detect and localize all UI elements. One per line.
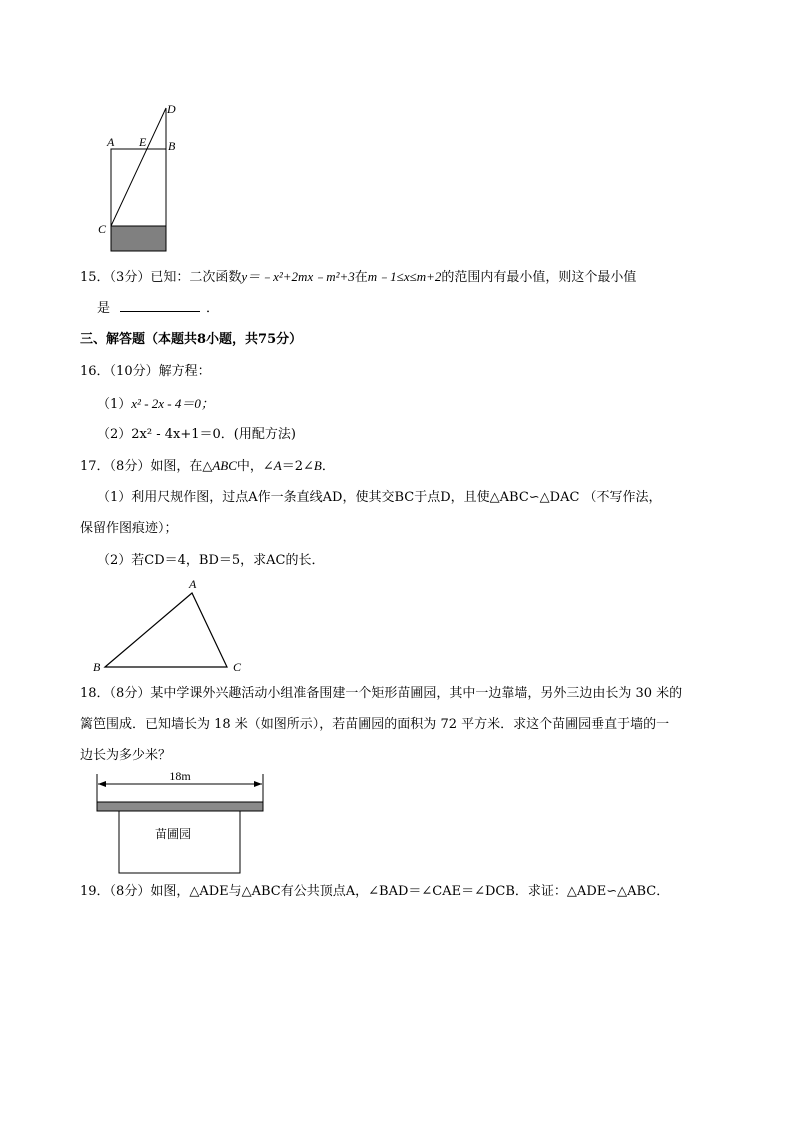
q17-text-4: ．: [321, 459, 335, 474]
rectangle-figure: [95, 100, 185, 255]
question-number: 19．: [80, 884, 110, 899]
label-a: A: [189, 577, 197, 591]
wall-length-label: 18m: [169, 769, 191, 783]
label-c: C: [98, 222, 107, 236]
question-16: [80, 364, 211, 380]
shaded-region: [111, 226, 166, 251]
q16-part-1: [97, 396, 214, 413]
q16-part-2: [97, 427, 296, 443]
q15-range: m﹣1≤x≤m+2: [367, 269, 442, 284]
question-number: 16．: [80, 364, 110, 379]
q15-text-3: 的范围内有最小值，则这个最小值: [441, 270, 637, 285]
score: （3分）: [109, 270, 151, 285]
part-label: （2）: [97, 427, 132, 442]
q15-equation: y＝﹣x²+2mx﹣m²+3: [241, 269, 355, 284]
triangle-figure: [88, 574, 248, 676]
arrow-left-icon: [98, 781, 106, 787]
q17-text-1: 如图，在△: [150, 459, 213, 474]
part-label: （1）: [97, 397, 132, 412]
answer-blank[interactable]: [120, 301, 200, 312]
question-17: [80, 458, 335, 475]
q15-text-1: 已知：二次函数: [150, 270, 242, 285]
q19-text: 如图，△ADE与△ABC有公共顶点A，∠BAD＝∠CAE＝∠DCB．求证：△ADE∽△ABC．: [150, 884, 670, 899]
q16-equation-2: 2x² - 4x+1＝0．(用配方法): [131, 427, 296, 442]
question-15-cont: [97, 301, 219, 317]
q18-line-1: 某中学课外兴趣活动小组准备围建一个矩形苗圃园，其中一边靠墙，另外三边由长为 30 米的: [150, 686, 683, 701]
question-15: [80, 269, 636, 286]
label-d: D: [167, 102, 176, 116]
q16-text: 解方程：: [158, 364, 211, 379]
score: （8分）: [109, 686, 151, 701]
score: （8分）: [109, 884, 151, 899]
q17-part-1: （1）利用尺规作图，过点A作一条直线AD，使其交BC于点D，且使△ABC∽△DAC （不写作法，: [97, 490, 662, 505]
section-heading: 三、解答题（本题共8小题，共75分）: [80, 332, 303, 347]
q16-equation-1: x² - 2x - 4＝0；: [131, 396, 214, 411]
label-e: E: [139, 135, 147, 149]
garden-label: 苗圃园: [154, 827, 192, 841]
score: （8分）: [109, 459, 151, 474]
question-19: [80, 884, 669, 900]
garden-rectangle: [119, 811, 240, 873]
q17-text-3: ＝2∠: [281, 459, 314, 474]
q18-line-3: 边长为多少米？: [80, 748, 172, 763]
garden-figure: [92, 766, 270, 876]
triangle-abc: [105, 593, 227, 667]
label-b: B: [168, 139, 176, 153]
diagonal-line: [111, 108, 166, 226]
question-number: 15．: [80, 270, 110, 285]
label-a: A: [107, 135, 115, 149]
q17-a: A: [273, 458, 282, 473]
q15-text-2: 在: [354, 270, 368, 285]
label-b: B: [93, 660, 101, 674]
q17-part-2: （2）若CD＝4，BD＝5，求AC的长．: [97, 553, 325, 568]
arrow-right-icon: [254, 781, 262, 787]
score: （10分）: [109, 364, 159, 379]
q17-part-1-cont: 保留作图痕迹）；: [80, 521, 178, 536]
q15-text-4: 是: [97, 301, 111, 316]
question-18: [80, 686, 682, 702]
label-c: C: [233, 660, 242, 674]
question-number: 18．: [80, 686, 110, 701]
q17-abc: ABC: [212, 458, 237, 473]
q17-b: B: [313, 458, 322, 473]
wall: [97, 802, 263, 811]
q17-text-2: 中，∠: [236, 459, 274, 474]
q15-text-5: ．: [206, 301, 220, 316]
question-number: 17．: [80, 459, 110, 474]
q18-line-2: 篱笆围成．已知墙长为 18 米（如图所示），若苗圃园的面积为 72 平方米．求这个苗圃园垂直于墙的一: [80, 717, 670, 732]
